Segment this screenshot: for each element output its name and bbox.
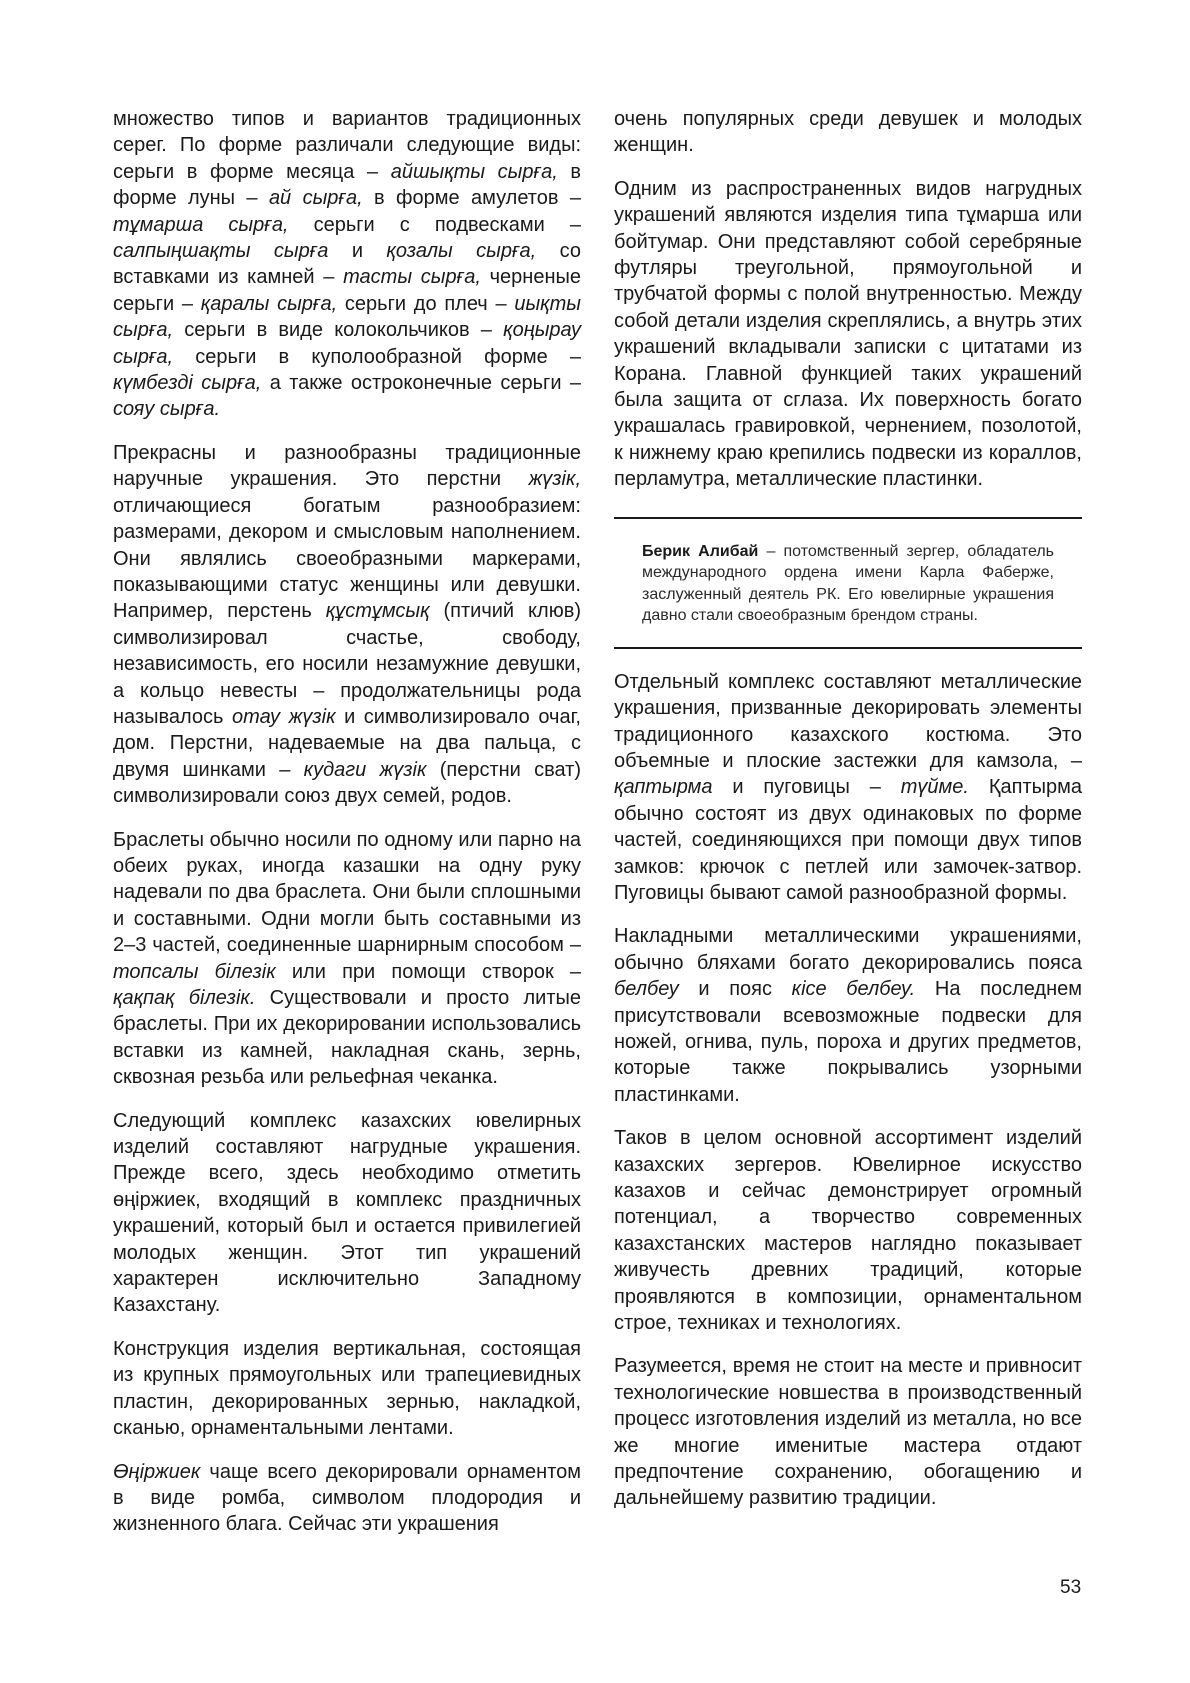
text-span: серьги до плеч –: [337, 292, 515, 315]
italic-term: салпыңшақты сырға: [113, 240, 329, 263]
text-span: в форме амулетов –: [362, 187, 581, 210]
italic-term: белбеу: [614, 978, 679, 1001]
text-span: или при помощи створок –: [275, 960, 581, 983]
italic-term: күмбезді сырға,: [113, 372, 262, 395]
paragraph-tradition: Разумеется, время не стоит на месте и привносит технологические новшества в производственный процесс изготовления изделий из металла, но все же многие именитые мастера отдают предпочтение сохранению, обогащению и дальнейшему развитию традиции.: [614, 1355, 1082, 1510]
paragraph-chest-ornaments: Следующий комплекс казахских ювелирных изделий составляют нагрудные украшения. Прежде всего, здесь необходимо отметить өңіржиек, входящий в комплекс праздничных украшений, который был и остается привилегией молодых женщин. Этот тип украшений характерен исключительно Западному Казахстану.: [113, 1109, 581, 1317]
paragraph-bracelets: [113, 827, 581, 1091]
page-number: 53: [1060, 1577, 1082, 1598]
italic-term: кудаги жүзік: [303, 758, 427, 781]
text-span: серьги в виде колокольчиков –: [173, 319, 504, 342]
italic-term: тұмарша сырға,: [113, 213, 289, 236]
note-author-name: Берик Алибай: [642, 542, 759, 560]
paragraph-belts: [614, 923, 1082, 1108]
text-span: Накладными металлическими украшениями, обычно бляхами богато декорировались пояса: [614, 925, 1082, 974]
text-span: чаще всего декорировали орнаментом в виде ромба, символом плодородия и жизненного блага. Сейчас эти украшения: [113, 1460, 581, 1536]
paragraph-onirzhiek: [113, 1459, 581, 1538]
note-body: – потомственный зергер, обладатель международного ордена имени Карла Фаберже, заслуженный деятель РК. Его ювелирные украшения давно стали своеобразным брендом страны.: [642, 542, 1054, 625]
text-span: Прекрасны и разнообразны традиционные наручные украшения. Это перстни: [113, 441, 581, 491]
italic-term: ай сырға,: [268, 187, 363, 210]
italic-term: Өңіржиек: [113, 1460, 201, 1483]
italic-term: түйме.: [900, 776, 969, 799]
text-span: (перстни сват) символизировали союз двух семей, родов.: [113, 758, 582, 808]
paragraph-rings: [113, 440, 581, 810]
italic-term: құстұмсық: [325, 600, 430, 623]
text-span: и пуговицы –: [712, 776, 901, 799]
text-span: На последнем присутствовали всевозможные подвески для ножей, огнива, пуль, пороха и других предметов, которые также покрывались узорными пластинками.: [614, 978, 1083, 1106]
text-span: Қаптырма обычно состоят из двух одинаковых по форме частей, соединяющихся при помощи двух типов замков: крючок с петлей или замочек-затвор. Пуговицы бывают самой разнообразной формы.: [614, 776, 1082, 904]
text-span: Существовали и просто литые браслеты. При их декорировании использовались вставки из камней, накладная скань, зернь, сквозная резьба или рельефная чеканка.: [113, 987, 581, 1089]
italic-term: қаптырма: [614, 776, 713, 799]
right-column: [614, 106, 1082, 1512]
text-span: множество типов и вариантов традиционных серег. По форме различали следующие виды: серьги в форме месяца –: [113, 108, 581, 183]
paragraph-construction: Конструкция изделия вертикальная, состоящая из крупных прямоугольных или трапециевидных пластин, декорированных зернью, накладкой, сканью, орнаментальными лентами.: [113, 1337, 581, 1440]
italic-term: сояу сырға.: [113, 398, 221, 421]
note-text: [642, 541, 1054, 627]
italic-term: қаралы сырға,: [200, 292, 338, 315]
paragraph-continuation: очень популярных среди девушек и молодых женщин.: [614, 108, 1082, 157]
sidebar-note: [614, 517, 1082, 649]
text-span: со вставками из камней –: [113, 240, 582, 289]
text-span: а также остроконечные серьги –: [261, 372, 581, 395]
italic-term: жүзік,: [528, 468, 581, 491]
text-span: в форме луны –: [113, 160, 581, 210]
paragraph-costume-metal: [614, 669, 1082, 907]
italic-term: топсалы білезік: [113, 960, 276, 983]
text-span: отличающиеся богатым разнообразием: размерами, декором и смысловым наполнением. Они являлись своеобразными маркерами, показывающими статус женщины или девушки. Например, перстень: [113, 494, 581, 623]
text-span: и пояс: [678, 978, 792, 1001]
italic-term: тасты сырға,: [343, 266, 481, 289]
italic-term: қақпақ білезік.: [113, 987, 256, 1009]
text-span: Браслеты обычно носили по одному или парно на обеих руках, иногда казашки на одну руку надевали по два браслета. Они были сплошными и составными. Одни могли быть составными из 2–3 частей, соединенные шарнирным способом –: [113, 828, 581, 957]
left-column: [113, 106, 581, 1538]
paragraph-tumarsha: Одним из распространенных видов нагрудных украшений являются изделия типа тұмарша или бойтумар. Они представляют собой серебряные футляры треугольной, прямоугольной и трубчатой формы с полой внутренностью. Между собой детали изделия скреплялись, а внутрь этих украшений вкладывали записки с цитатами из Корана. Главной функцией таких украшений была защита от сглаза. Их поверхность богато украшалась гравировкой, чернением, позолотой, к нижнему краю крепились подвески из кораллов, перламутра, металлические пластинки.: [614, 177, 1082, 491]
italic-term: кісе белбеу.: [791, 978, 916, 1001]
italic-term: қоңырау сырға,: [113, 319, 581, 368]
italic-term: отау жүзік: [232, 705, 336, 728]
italic-term: айшықты сырға,: [390, 160, 558, 183]
text-span: черненые серьги –: [113, 266, 581, 315]
text-span: серьги в куполообразной форме –: [173, 345, 581, 368]
text-span: и: [328, 240, 387, 263]
italic-term: қозалы сырға,: [386, 240, 537, 263]
paragraph-earrings: [113, 106, 581, 423]
italic-term: иықты сырға,: [113, 292, 582, 342]
text-span: серьги с подвесками –: [288, 213, 581, 236]
text-span: и символизировало очаг, дом. Перстни, надеваемые на два пальца, с двумя шинками –: [113, 705, 581, 781]
text-span: (птичий клюв) символизировал счастье, свободу, независимость, его носили незамужние девушки, а кольцо невесты – продолжательницы рода называлось: [113, 600, 581, 728]
paragraph-assortment: Таков в целом основной ассортимент изделий казахских зергеров. Ювелирное искусство казахов и сейчас демонстрирует огромный потенциал, а творчество современных казахстанских мастеров наглядно показывает живучесть древних традиций, которые проявляются в композиции, орнаментальном строе, техниках и технологиях.: [614, 1127, 1082, 1335]
text-span: Отдельный комплекс составляют металлические украшения, призванные декорировать элементы традиционного казахского костюма. Это объемные и плоские застежки для камзола, –: [614, 670, 1082, 772]
